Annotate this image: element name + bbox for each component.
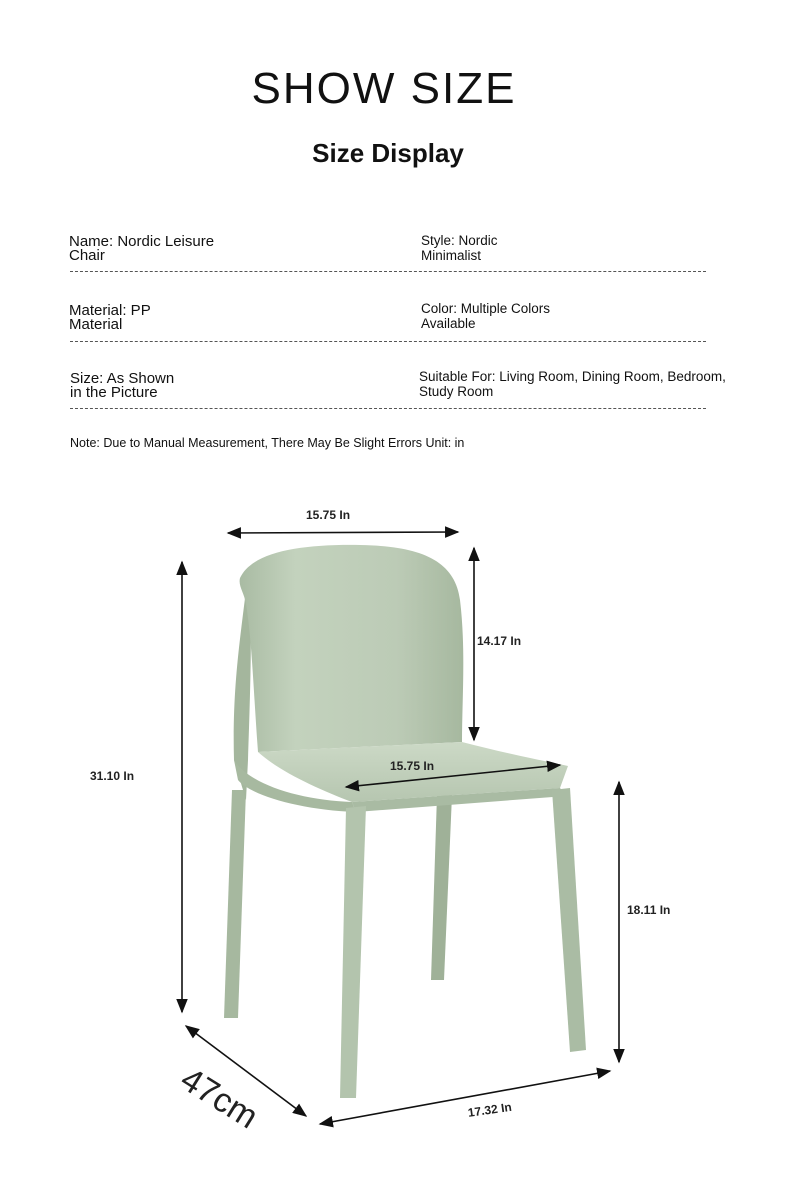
spec-suitable-line1: Suitable For: Living Room, Dining Room, Bedroom, bbox=[419, 369, 726, 384]
dim-total-height-label: 31.10 In bbox=[90, 769, 135, 783]
spec-style-line1: Style: Nordic bbox=[421, 233, 498, 248]
dim-depth-label: 47cm bbox=[173, 1060, 265, 1137]
spec-name-line1: Name: Nordic Leisure bbox=[69, 233, 215, 250]
spec-color-line1: Color: Multiple Colors bbox=[421, 301, 551, 316]
page-title: SHOW SIZE bbox=[251, 64, 517, 113]
spec-size-line2: in the Picture bbox=[70, 384, 158, 401]
dim-bottom-width-label: 17.32 In bbox=[467, 1099, 513, 1120]
spec-size-line1: Size: As Shown bbox=[70, 370, 175, 387]
chair-backrest bbox=[240, 545, 464, 752]
measurement-note: Note: Due to Manual Measurement, There May Be Slight Errors Unit: in bbox=[70, 436, 465, 450]
dim-seat-width-label: 15.75 In bbox=[390, 759, 435, 773]
spec-material-line1: Material: PP bbox=[69, 302, 151, 319]
spec-material-line2: Material bbox=[69, 316, 123, 333]
spec-color-line2: Available bbox=[421, 316, 476, 331]
chair-back-right-leg bbox=[431, 795, 452, 980]
chair-front-left-leg bbox=[340, 806, 366, 1098]
spec-suitable-line2: Study Room bbox=[419, 384, 494, 399]
arrow-bottom-width bbox=[320, 1071, 610, 1124]
page-subtitle: Size Display bbox=[312, 138, 464, 168]
arrow-top-width bbox=[228, 532, 458, 533]
spec-style-line2: Minimalist bbox=[421, 248, 482, 263]
dim-top-width-label: 15.75 In bbox=[306, 508, 351, 522]
chair-front-right-leg bbox=[552, 788, 586, 1052]
spec-name-line2: Chair bbox=[69, 247, 105, 264]
chair-back-left-leg bbox=[224, 790, 246, 1018]
dim-seat-height-label: 18.11 In bbox=[627, 903, 671, 917]
dim-back-height-label: 14.17 In bbox=[477, 634, 522, 648]
